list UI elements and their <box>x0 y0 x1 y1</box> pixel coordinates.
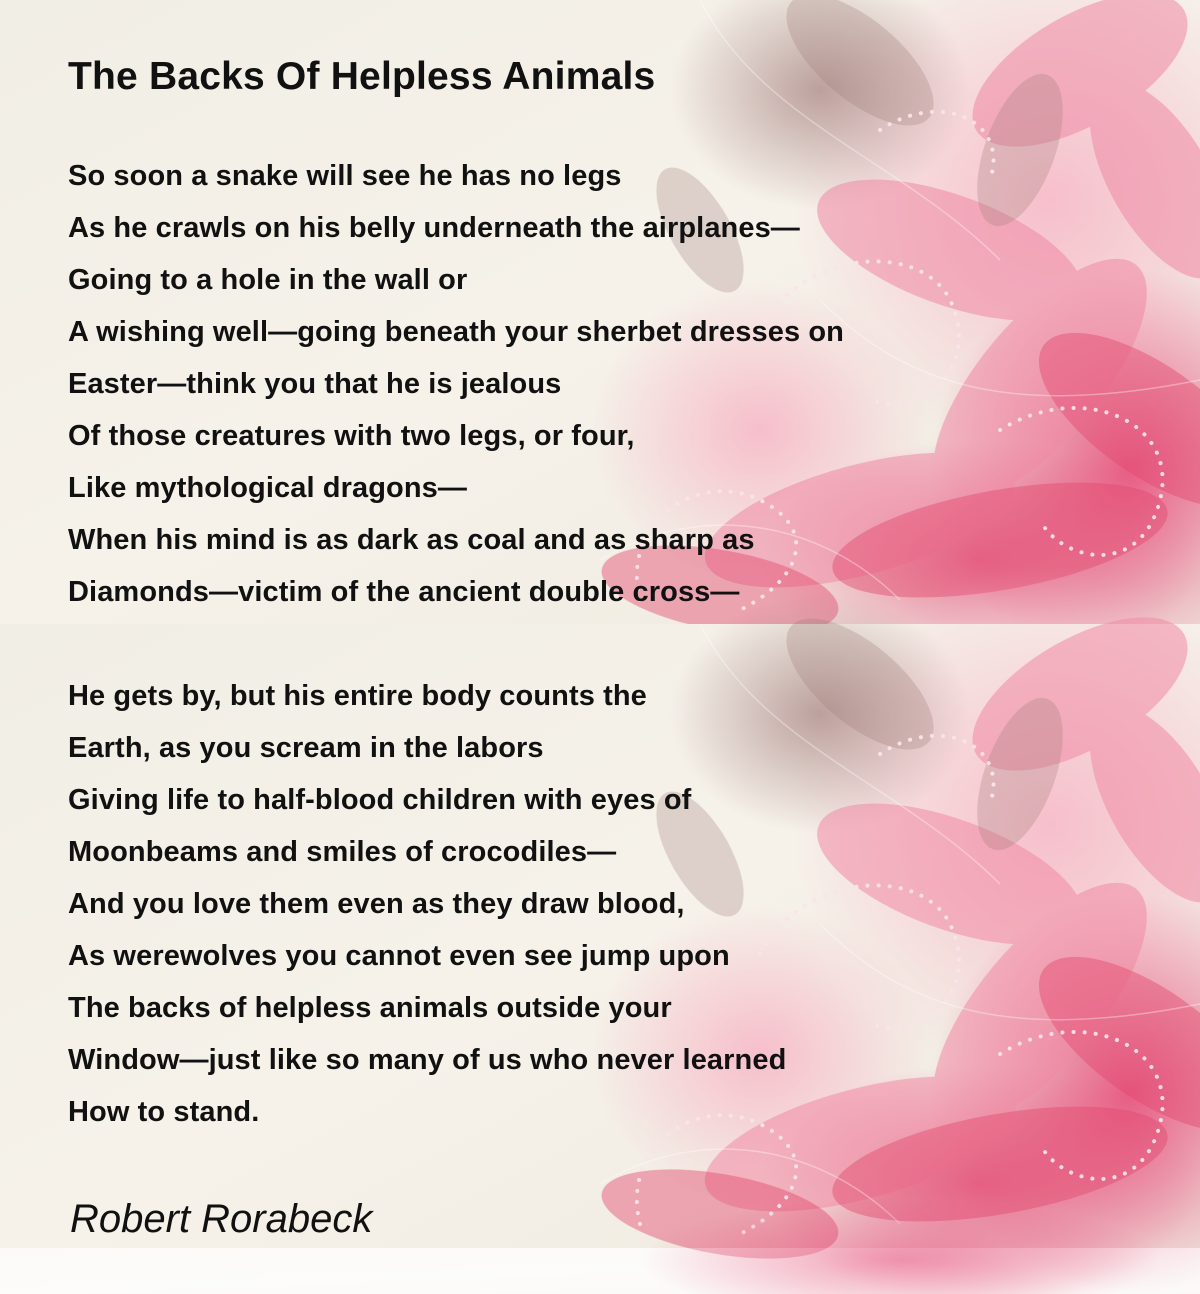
poem-line: He gets by, but his entire body counts the <box>68 680 647 712</box>
poem-line: So soon a snake will see he has no legs <box>68 160 622 192</box>
poem-line: Earth, as you scream in the labors <box>68 732 544 764</box>
poem-title: The Backs Of Helpless Animals <box>68 55 656 98</box>
poem-line: Of those creatures with two legs, or four, <box>68 420 635 452</box>
poem-line: The backs of helpless animals outside your <box>68 992 672 1024</box>
poem-line: As he crawls on his belly underneath the airplanes— <box>68 212 800 244</box>
poem-line: Like mythological dragons— <box>68 472 467 504</box>
poem-line: When his mind is as dark as coal and as sharp as <box>68 524 755 556</box>
poem-line: How to stand. <box>68 1096 260 1128</box>
poem-line: Easter—think you that he is jealous <box>68 368 562 400</box>
poem-line: A wishing well—going beneath your sherbet dresses on <box>68 316 844 348</box>
poem-line: Giving life to half-blood children with eyes of <box>68 784 692 816</box>
poem-stanza <box>68 670 786 1138</box>
poem-line: Diamonds—victim of the ancient double cross— <box>68 576 740 608</box>
poem-author: Robert Rorabeck <box>70 1197 373 1241</box>
poem-line: Moonbeams and smiles of crocodiles— <box>68 836 617 868</box>
poem-stanza <box>68 150 844 618</box>
poem-line: Window—just like so many of us who never learned <box>68 1044 787 1076</box>
poem-line: And you love them even as they draw blood, <box>68 888 685 920</box>
poem-line: As werewolves you cannot even see jump upon <box>68 940 730 972</box>
poem-line: Going to a hole in the wall or <box>68 264 468 296</box>
